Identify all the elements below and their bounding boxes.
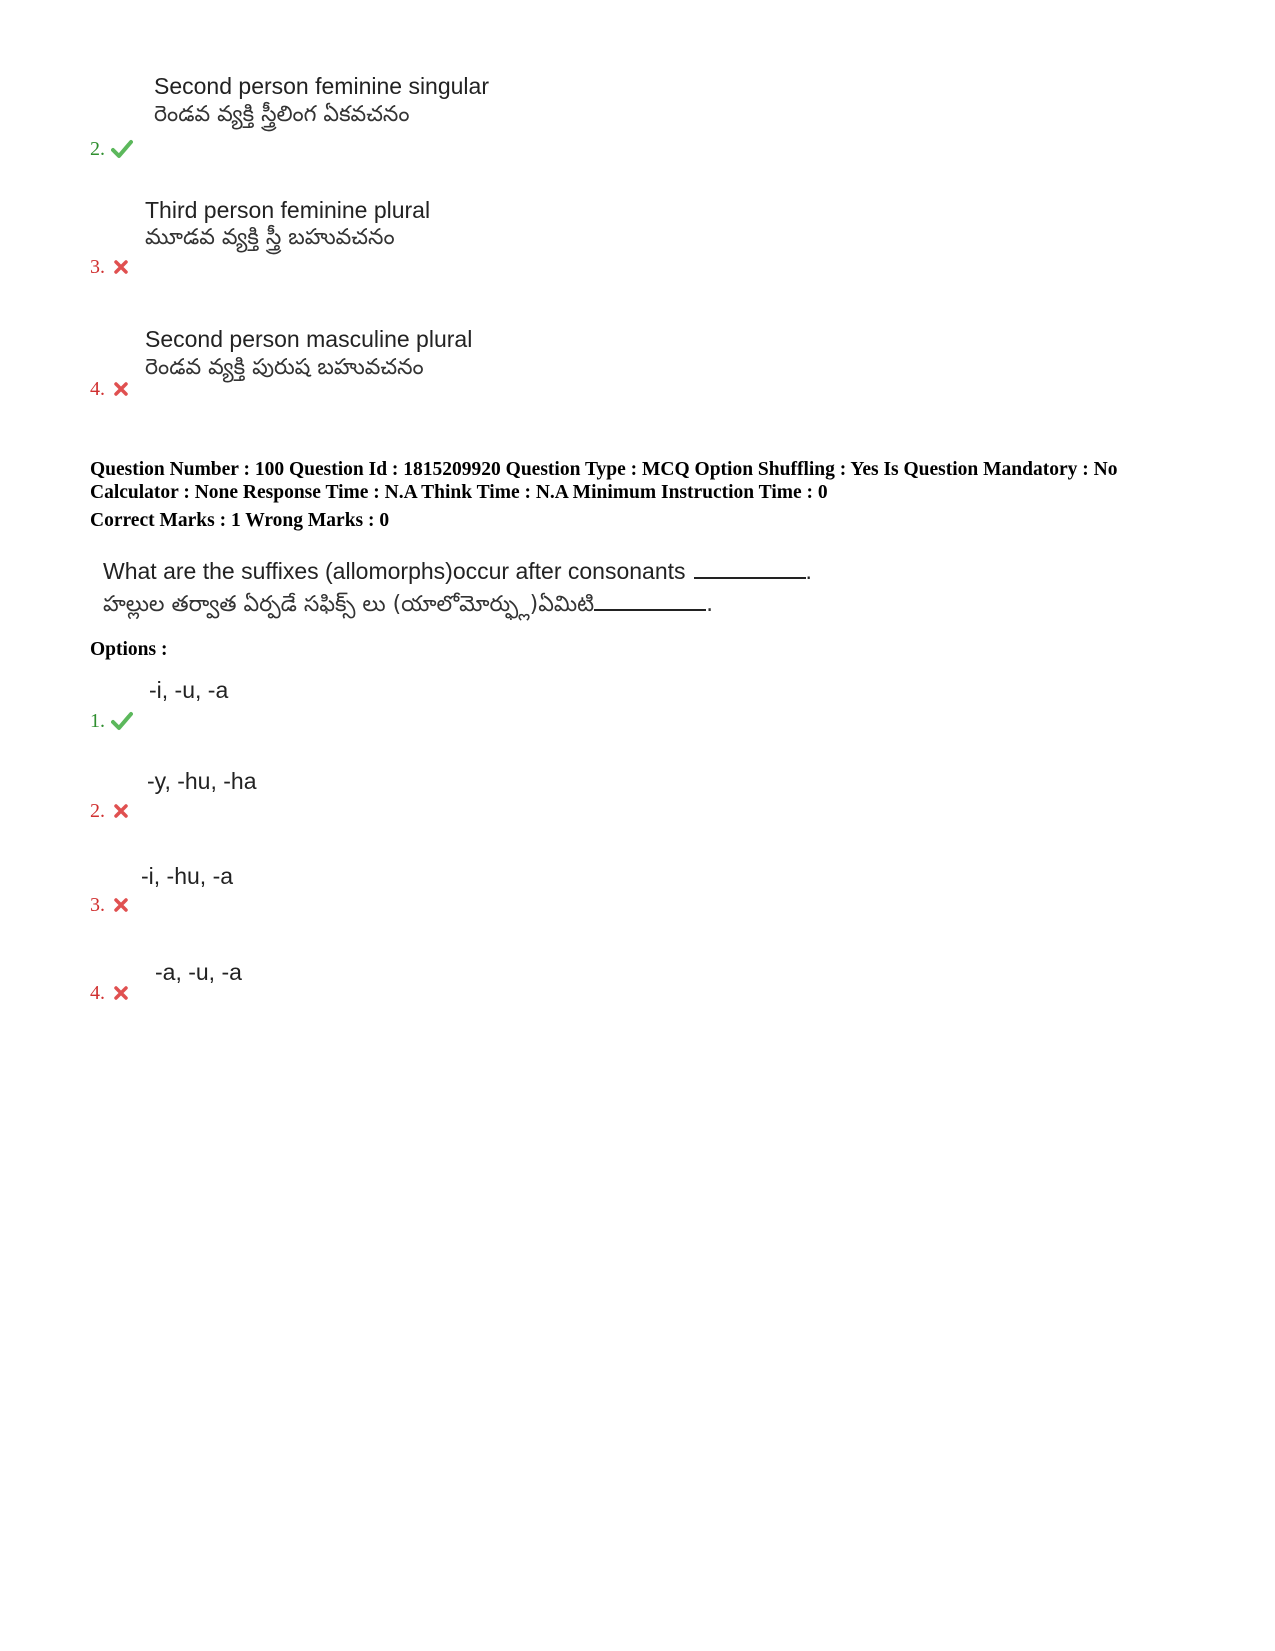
options-label: Options : [90,639,168,660]
option-3-text: -i, -hu, -a [141,863,234,889]
option-1-number [90,710,133,732]
option-4-text: -a, -u, -a [155,959,242,985]
question-text-english [103,555,812,585]
question-telugu-label: హల్లుల తర్వాత ఏర్పడే సఫిక్స్ లు (యాలోమోర్ఫ్లు)ఏమిటి [103,592,595,617]
option-number-label: 3. [90,256,105,278]
option-number-label: 4. [90,378,105,400]
prev-option-4-english: Second person masculine plural [145,326,473,352]
option-2-text: -y, -hu, -ha [147,768,257,794]
question-english-label: What are the suffixes (allomorphs)occur after consonants [103,558,686,584]
option-number-label: 2. [90,138,105,160]
option-number-label: 1. [90,710,105,732]
prev-option-2-number [90,138,133,160]
cross-icon [111,895,133,915]
prev-option-2-english: Second person feminine singular [154,73,489,99]
prev-option-3-number [90,256,133,278]
check-icon [111,711,133,731]
blank-period: . [706,592,714,617]
answer-blank [694,555,806,579]
option-3-number [90,894,133,916]
prev-option-4-telugu: రెండవ వ్యక్తి పురుష బహువచనం [145,355,424,380]
question-marks: Correct Marks : 1 Wrong Marks : 0 [90,510,390,531]
check-icon [111,139,133,159]
prev-option-3-telugu: మూడవ వ్యక్తి స్త్రీ బహువచనం [145,225,395,250]
question-text-telugu [103,587,812,620]
question-meta: Question Number : 100 Question Id : 1815209920 Question Type : MCQ Option Shuffling : Yes Is Question Mandatory : No Calculator : None Response Time : N.A Think Time : N.A Minimum Instruction Time : 0 [90,459,1118,503]
option-number-label: 4. [90,982,105,1004]
prev-option-4-number [90,378,133,400]
question-text [103,555,812,620]
cross-icon [111,257,133,277]
blank-period: . [805,558,812,584]
cross-icon [111,379,133,399]
option-2-number [90,800,133,822]
prev-option-3-english: Third person feminine plural [145,197,431,223]
prev-option-2-telugu: రెండవ వ్యక్తి స్త్రీలింగ ఏకవచనం [154,102,410,127]
option-number-label: 2. [90,800,105,822]
cross-icon [111,983,133,1003]
option-4-number [90,982,133,1004]
answer-blank [594,587,706,611]
option-number-label: 3. [90,894,105,916]
option-1-text: -i, -u, -a [149,677,229,703]
cross-icon [111,801,133,821]
